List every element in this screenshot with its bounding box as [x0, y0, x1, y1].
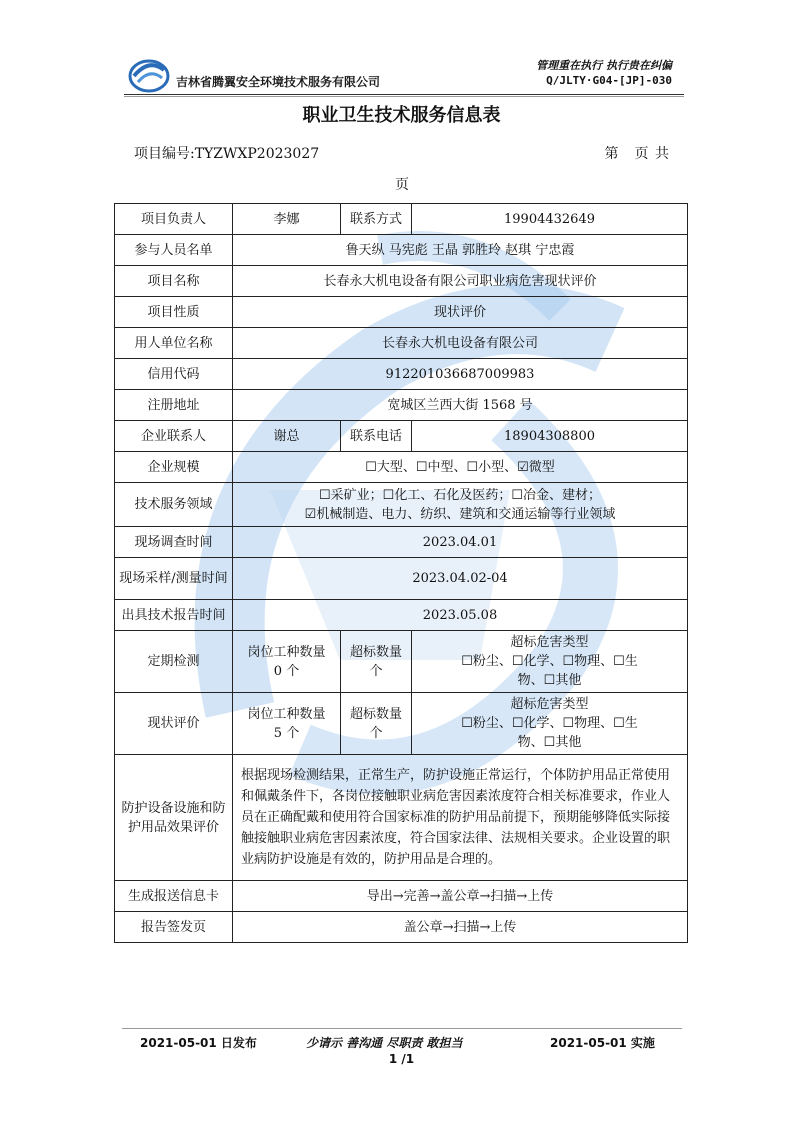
address-value: 宽城区兰西大街 1568 号: [233, 390, 688, 421]
field-line-1: ☐采矿业；☐化工、石化及医药；☐冶金、建材；: [319, 487, 601, 503]
page-info-continued: 页: [395, 177, 409, 193]
phone-value: 18904308800: [412, 421, 688, 452]
footer-divider: [122, 1028, 682, 1029]
sign-page-value: 盖公章→扫描→上传: [233, 912, 688, 943]
project-nature-label: 项目性质: [115, 297, 233, 328]
header-divider: [124, 94, 684, 95]
project-name-label: 项目名称: [115, 266, 233, 297]
company-name: 吉林省腾翼安全环境技术服务有限公司: [176, 75, 381, 89]
status-posts-cell: [233, 693, 341, 755]
credit-code-value: 912201036687009983: [233, 359, 688, 390]
periodic-hazard-options-cont: 物、☐其他: [517, 673, 582, 688]
employer-label: 用人单位名称: [115, 328, 233, 359]
field-line-2: ☑机械制造、电力、纺织、建筑和交通运输等行业领域: [304, 506, 616, 522]
table-row: [115, 558, 688, 600]
table-row: [115, 266, 688, 297]
contact-value: 19904432649: [412, 204, 688, 235]
periodic-exceed-label: 超标数量: [349, 644, 402, 660]
status-posts-label: 岗位工种数量: [247, 706, 326, 722]
members-label: 参与人员名单: [115, 235, 233, 266]
status-hazard-title: 超标危害类型: [510, 697, 589, 712]
status-hazard-options-cont: 物、☐其他: [517, 735, 582, 750]
periodic-exceed-value: 个: [369, 663, 383, 679]
table-row: [115, 755, 688, 881]
project-number: 项目编号:TYZWXP2023027: [134, 146, 320, 162]
table-row: [115, 421, 688, 452]
table-row: [115, 912, 688, 943]
sign-page-label: 报告签发页: [115, 912, 233, 943]
table-row: [115, 881, 688, 912]
table-row: [115, 297, 688, 328]
periodic-hazard-title: 超标危害类型: [510, 635, 589, 650]
report-time-label: 出具技术报告时间: [115, 600, 233, 631]
sampling-time-value: 2023.04.02-04: [233, 558, 688, 600]
status-hazard-options: ☐粉尘、☐化学、☐物理、☐生: [461, 716, 638, 731]
periodic-posts-value: 0 个: [273, 663, 300, 679]
page-number: 1 /1: [388, 1052, 415, 1066]
project-nature-value: 现状评价: [233, 297, 688, 328]
periodic-hazard-cell: [412, 631, 688, 693]
leader-label: 项目负责人: [115, 204, 233, 235]
scale-label: 企业规模: [115, 452, 233, 483]
header-slogan: 管理重在执行 执行贵在纠偏: [536, 59, 672, 72]
periodic-hazard-options: ☐粉尘、☐化学、☐物理、☐生: [461, 654, 638, 669]
table-row: [115, 328, 688, 359]
survey-time-value: 2023.04.01: [233, 527, 688, 558]
info-card-label: 生成报送信息卡: [115, 881, 233, 912]
sampling-time-label: 现场采样/测量时间: [115, 558, 233, 600]
periodic-posts-cell: [233, 631, 341, 693]
page-title: 职业卫生技术服务信息表: [302, 105, 501, 126]
project-name-value: 长春永大机电设备有限公司职业病危害现状评价: [233, 266, 688, 297]
contact-label: 联系方式: [341, 204, 412, 235]
scale-value: ☐大型、☐中型、☐小型、☑微型: [233, 452, 688, 483]
issue-date: 2021-05-01 日发布: [140, 1036, 257, 1050]
table-row: [115, 204, 688, 235]
header-divider-thin: [124, 96, 684, 97]
document-code: Q/JLTY·G04-[JP]-030: [546, 74, 672, 87]
employer-value: 长春永大机电设备有限公司: [233, 328, 688, 359]
leader-value: 李娜: [233, 204, 341, 235]
table-row: [115, 631, 688, 693]
table-row: [115, 452, 688, 483]
table-row: [115, 600, 688, 631]
phone-label: 联系电话: [341, 421, 412, 452]
protection-eval-value: 根据现场检测结果，正常生产，防护设施正常运行，个体防护用品正常使用和佩戴条件下，各岗位接触职业病危害因素浓度符合相关标准要求，作业人员在正确配戴和使用符合国家标准的防护用品前提下，预期能够降低实际接触接触职业病危害因素浓度，符合国家法律、法规相关要求。企业设置的职业病防护设施是有效的，防护用品是合理的。: [233, 755, 688, 881]
page-info: 第 页 共: [604, 146, 670, 162]
status-hazard-cell: [412, 693, 688, 755]
periodic-posts-label: 岗位工种数量: [247, 644, 326, 660]
table-row: [115, 390, 688, 421]
table-row: [115, 359, 688, 390]
effective-date: 2021-05-01 实施: [550, 1036, 655, 1050]
table-row: [115, 693, 688, 755]
table-row: [115, 483, 688, 527]
members-value: 鲁天纵 马宪彪 王晶 郭胜玲 赵琪 宁忠霞: [233, 235, 688, 266]
status-exceed-value: 个: [369, 725, 383, 741]
field-value: [233, 483, 688, 527]
service-info-table: [114, 203, 688, 943]
status-eval-label: 现状评价: [115, 693, 233, 755]
company-logo-icon: [128, 54, 170, 94]
protection-eval-label: 防护设备设施和防护用品效果评价: [115, 755, 233, 881]
survey-time-label: 现场调查时间: [115, 527, 233, 558]
enterprise-contact-label: 企业联系人: [115, 421, 233, 452]
periodic-test-label: 定期检测: [115, 631, 233, 693]
periodic-exceed-cell: [341, 631, 412, 693]
report-time-value: 2023.05.08: [233, 600, 688, 631]
table-row: [115, 527, 688, 558]
credit-code-label: 信用代码: [115, 359, 233, 390]
status-posts-value: 5 个: [273, 725, 300, 741]
address-label: 注册地址: [115, 390, 233, 421]
status-exceed-label: 超标数量: [349, 706, 402, 722]
info-card-value: 导出→完善→盖公章→扫描→上传: [233, 881, 688, 912]
footer-motto: 少请示 善沟通 尽职责 敢担当: [306, 1036, 463, 1050]
table-row: [115, 235, 688, 266]
enterprise-contact-value: 谢总: [233, 421, 341, 452]
status-exceed-cell: [341, 693, 412, 755]
field-label: 技术服务领域: [115, 483, 233, 527]
